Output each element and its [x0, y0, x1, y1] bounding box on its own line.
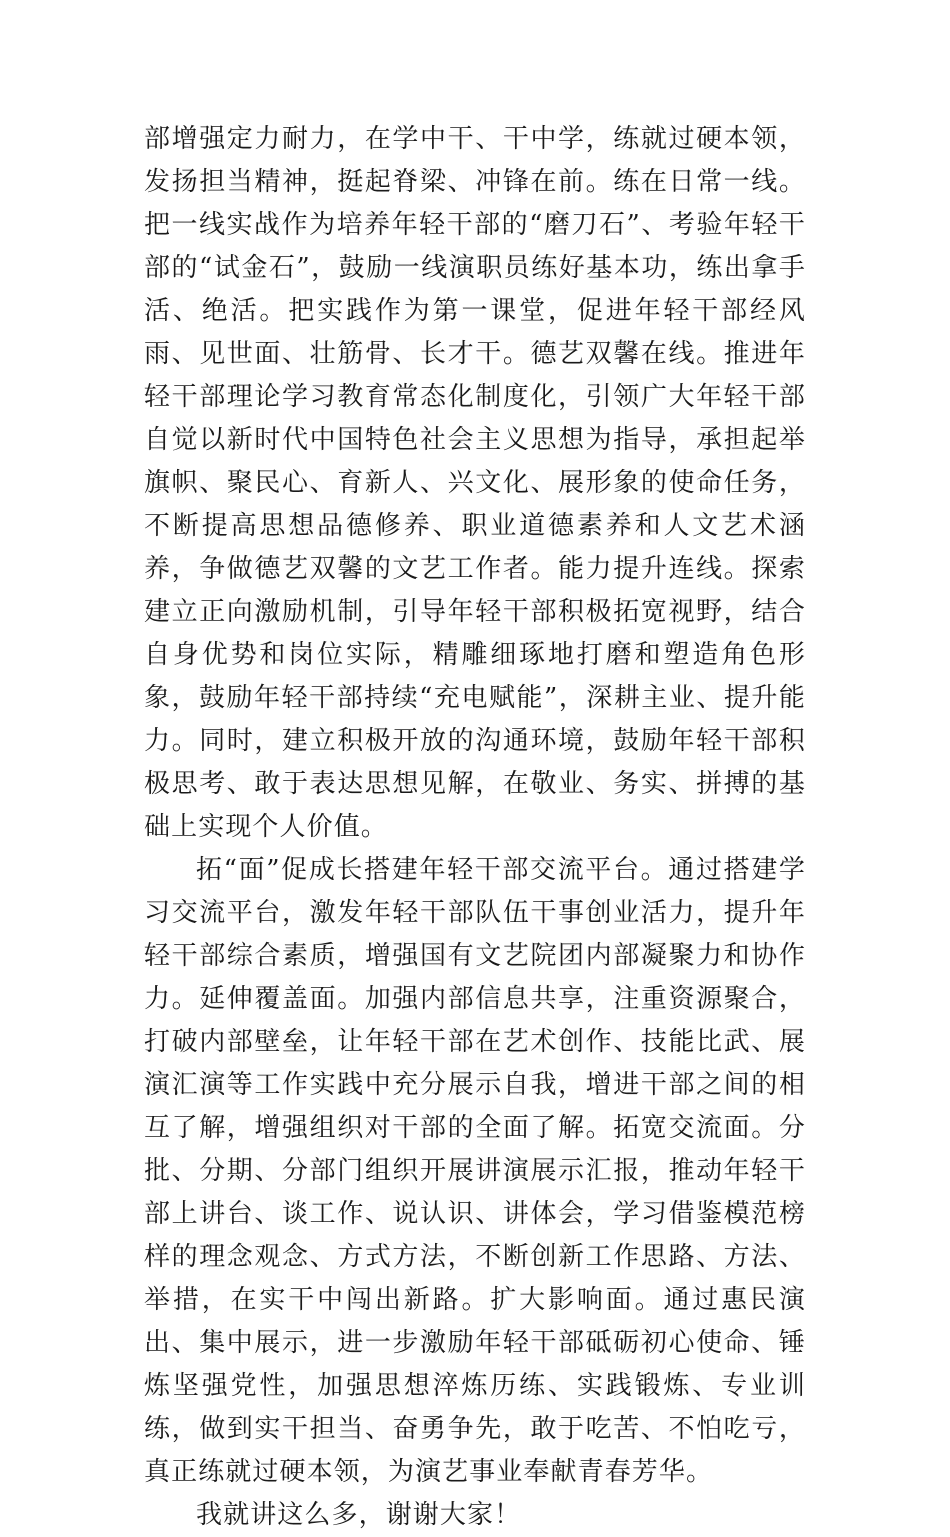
paragraph-exchange-platform: 拓“面”促成长搭建年轻干部交流平台。通过搭建学习交流平台，激发年轻干部队伍干事创业活力，提升年轻干部综合素质，增强国有文艺院团内部凝聚力和协作力。延伸覆盖面。加强内部信息共享，注重资源聚合，打破内部壁垒，让年轻干部在艺术创作、技能比武、展演汇演等工作实践中充分展示自我，增进干部之间的相互了解，增强组织对干部的全面了解。拓宽交流面。分批、分期、分部门组织开展讲演展示汇报，推动年轻干部上讲台、谈工作、说认识、讲体会，学习借鉴模范榜样的理念观念、方式方法，不断创新工作思路、方法、举措，在实干中闯出新路。扩大影响面。通过惠民演出、集中展示，进一步激励年轻干部砥砺初心使命、锤炼坚强党性，加强思想淬炼历练、实践锻炼、专业训练，做到实干担当、奋勇争先，敢于吃苦、不怕吃亏，真正练就过硬本领，为演艺事业奉献青春芳华。 — [144, 855, 806, 1487]
paragraph-continuation: 部增强定力耐力，在学中干、干中学，练就过硬本领，发扬担当精神，挺起脊梁、冲锋在前。练在日常一线。把一线实战作为培养年轻干部的“磨刀石”、考验年轻干部的“试金石”，鼓励一线演职员练好基本功，练出拿手活、绝活。把实践作为第一课堂，促进年轻干部经风雨、见世面、壮筋骨、长才干。德艺双馨在线。推进年轻干部理论学习教育常态化制度化，引领广大年轻干部自觉以新时代中国特色社会主义思想为指导，承担起举旗帜、聚民心、育新人、兴文化、展形象的使命任务，不断提高思想品德修养、职业道德素养和人文艺术涵养，争做德艺双馨的文艺工作者。能力提升连线。探索建立正向激励机制，引导年轻干部积极拓宽视野，结合自身优势和岗位实际，精雕细琢地打磨和塑造角色形象，鼓励年轻干部持续“充电赋能”，深耕主业、提升能力。同时，建立积极开放的沟通环境，鼓励年轻干部积极思考、敢于表达思想见解，在敬业、务实、拼搏的基础上实现个人价值。 — [144, 124, 806, 842]
document-body — [144, 118, 806, 1537]
paragraph-closing: 我就讲这么多，谢谢大家！ — [196, 1500, 522, 1530]
